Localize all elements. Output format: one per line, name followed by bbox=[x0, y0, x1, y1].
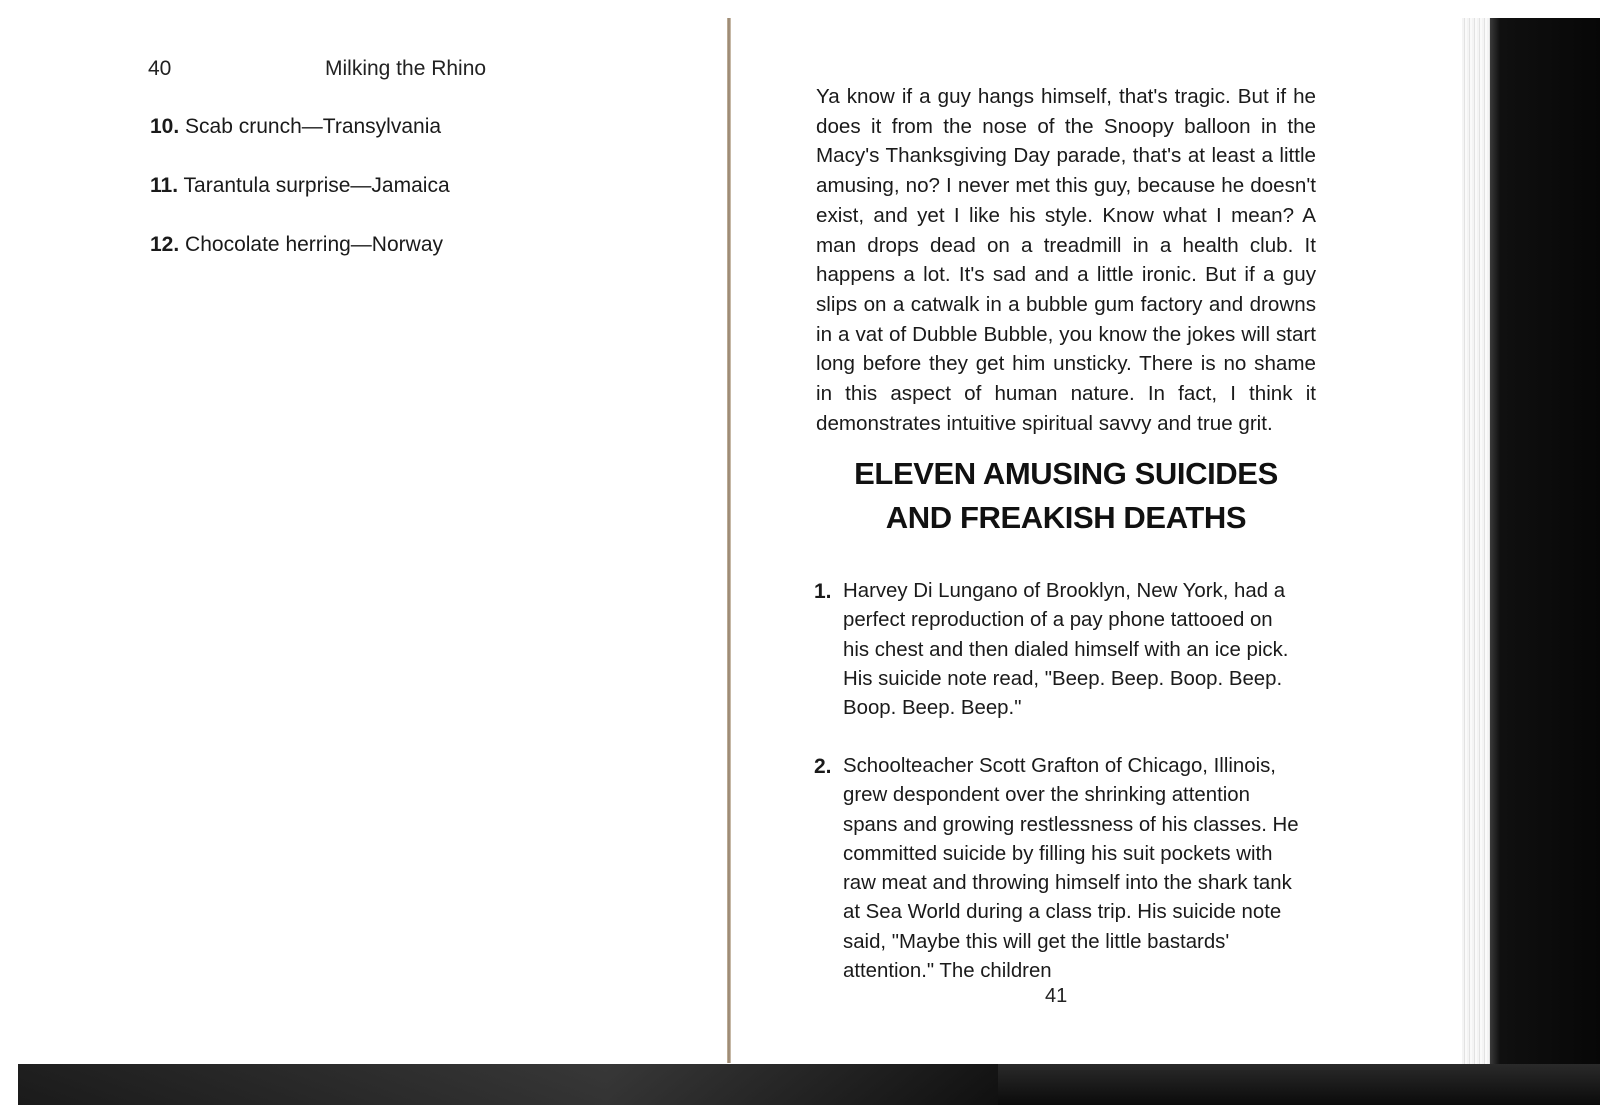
scan-shadow-bottom-fade bbox=[18, 1064, 998, 1105]
list-item-number: 12. bbox=[150, 233, 180, 256]
list-item-number: 10. bbox=[150, 115, 180, 138]
scan-shadow-right bbox=[1490, 18, 1600, 1105]
intro-paragraph: Ya know if a guy hangs himself, that's tragic. But if he does it from the nose of the Snoopy balloon in the Macy's Thanksgiving Day parade, that's at least a little amusing, no? I never met this guy, because he doesn't exist, and yet I like his style. Know what I mean? A man drops dead on a treadmill in a health club. It happens a lot. It's sad and a little ironic. But if a guy slips on a catwalk in a bubble gum factory and drowns in a vat of Dubble Bubble, you know the jokes will start long before they get him unsticky. There is no shame in this aspect of human nature. In fact, I think it demonstrates intuitive spiritual savvy and true grit. bbox=[816, 85, 1316, 435]
item-number: 1. bbox=[814, 580, 832, 603]
list-item bbox=[150, 172, 450, 231]
list-item bbox=[150, 113, 450, 172]
left-page-number: 40 bbox=[148, 57, 172, 80]
numbered-item bbox=[814, 577, 1314, 723]
book-spine bbox=[727, 18, 731, 1063]
item-text: Schoolteacher Scott Grafton of Chicago, Illinois, grew despondent over the shrinking attention spans and growing restlessness of his classes. He committed suicide by filling his suit pockets with raw meat and throwing himself into the shark tank at Sea World during a class trip. His suicide note said, "Maybe this will get the little bastards' attention." The children bbox=[843, 755, 1299, 983]
right-page-number: 41 bbox=[1045, 985, 1068, 1007]
running-title: Milking the Rhino bbox=[325, 57, 487, 80]
item-number: 2. bbox=[814, 755, 832, 778]
heading-line-1: ELEVEN AMUSING SUICIDES bbox=[854, 456, 1278, 491]
left-page bbox=[0, 0, 732, 1080]
heading-line-2: AND FREAKISH DEATHS bbox=[885, 500, 1247, 535]
list-item-number: 11. bbox=[150, 174, 179, 197]
list-item-text: Tarantula surprise—Jamaica bbox=[183, 174, 450, 197]
list-item-text: Chocolate herring—Norway bbox=[185, 233, 443, 256]
numbered-item bbox=[814, 752, 1314, 986]
item-text: Harvey Di Lungano of Brooklyn, New York, had a perfect reproduction of a pay phone tattooed on his chest and then dialed himself with an ice pick. His suicide note read, "Beep. Beep. Boop. Beep. Boop. Beep. Beep." bbox=[843, 580, 1289, 720]
list-item bbox=[150, 231, 450, 290]
food-list bbox=[150, 113, 450, 290]
section-heading bbox=[816, 452, 1316, 540]
list-item-text: Scab crunch—Transylvania bbox=[185, 115, 442, 138]
